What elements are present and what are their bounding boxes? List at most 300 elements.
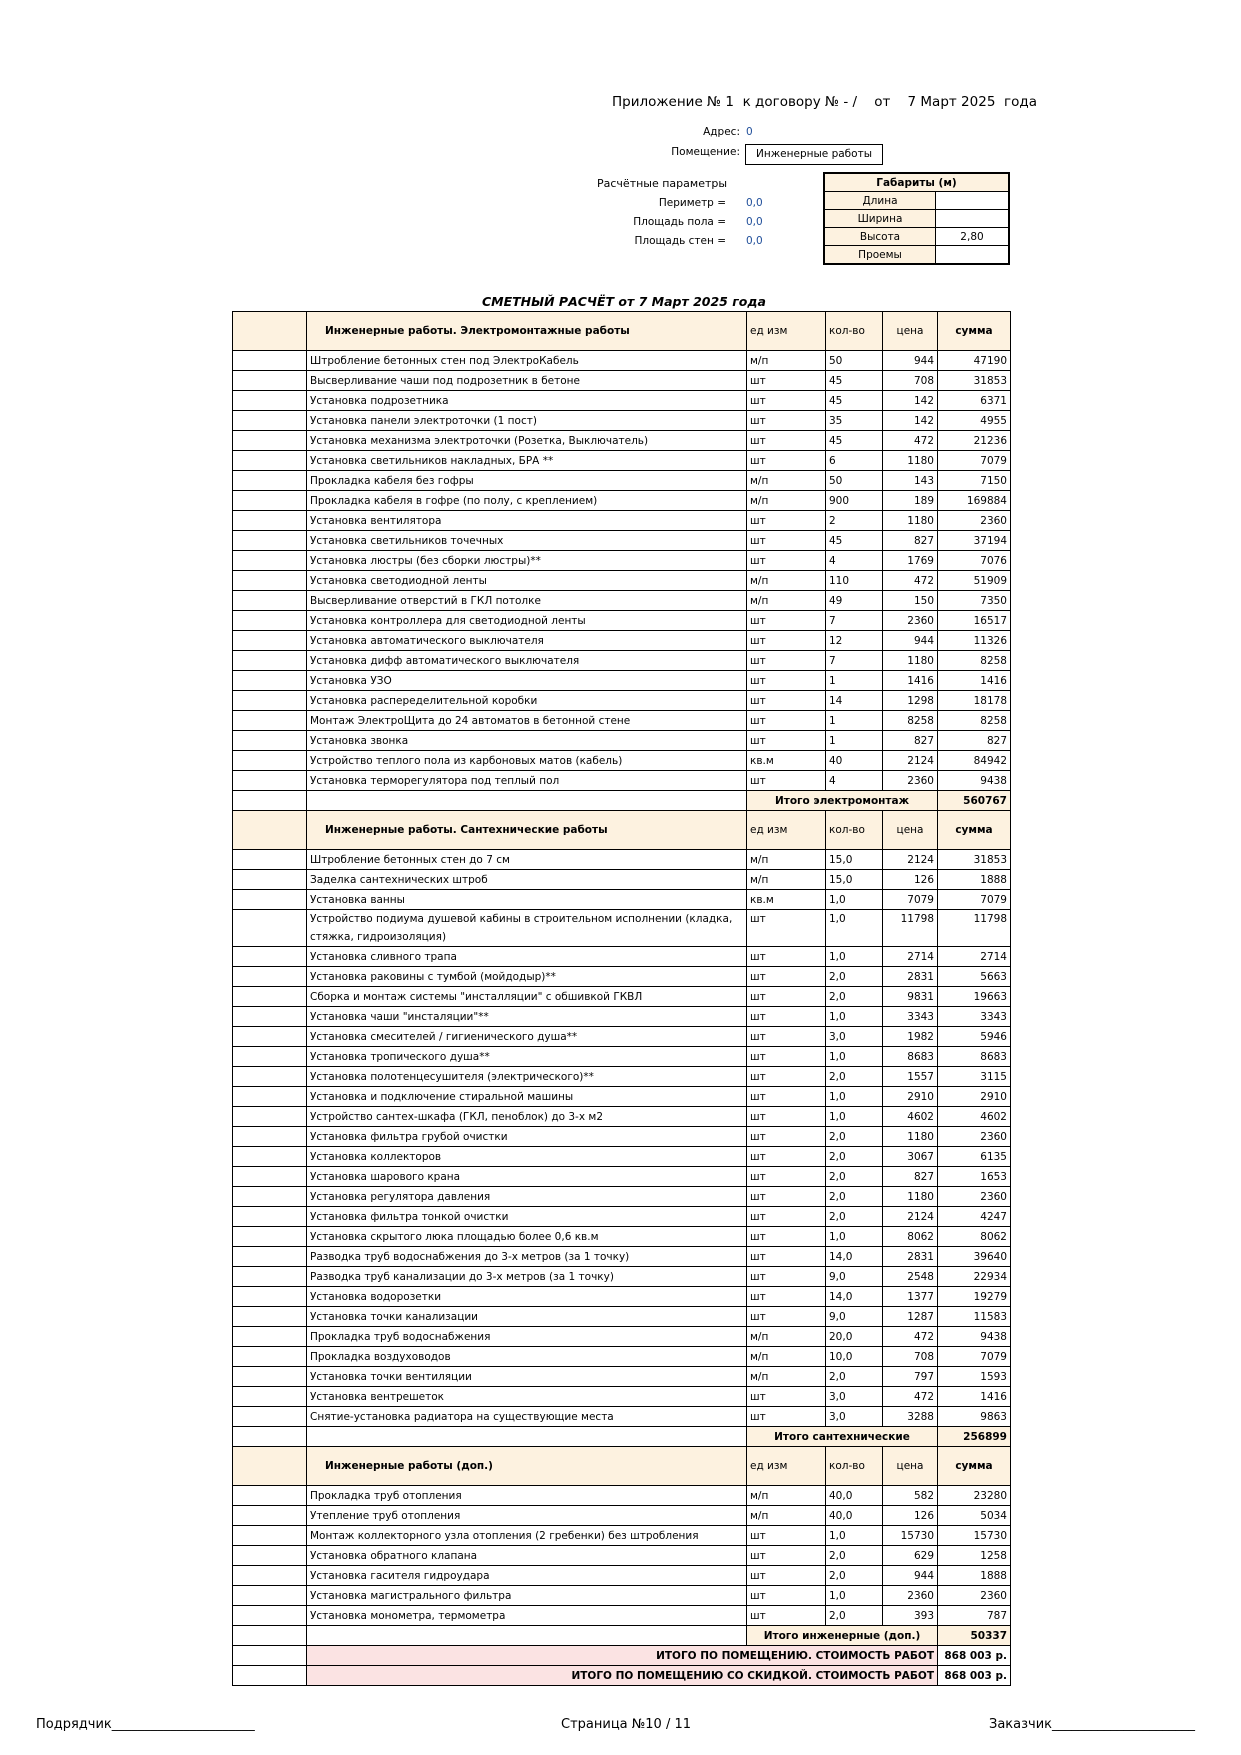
work-sum: 31853	[938, 371, 1011, 391]
work-qty: 45	[826, 391, 883, 411]
table-row	[233, 1107, 1011, 1127]
grand-total-value: 868 003 р.	[938, 1646, 1011, 1666]
work-name: Утепление труб отопления	[307, 1506, 747, 1526]
work-sum: 2910	[938, 1087, 1011, 1107]
work-name: Установка автоматического выключателя	[307, 631, 747, 651]
col-unit-header: ед изм	[747, 1447, 826, 1486]
col-price-header: цена	[883, 811, 938, 850]
work-price: 1982	[883, 1027, 938, 1047]
work-sum: 9438	[938, 771, 1011, 791]
work-price: 143	[883, 471, 938, 491]
table-row	[233, 671, 1011, 691]
work-price: 15730	[883, 1526, 938, 1546]
table-row	[233, 1167, 1011, 1187]
work-sum: 169884	[938, 491, 1011, 511]
work-unit: кв.м	[747, 890, 826, 910]
table-row	[233, 1247, 1011, 1267]
work-price: 3288	[883, 1407, 938, 1427]
row-spacer	[233, 711, 307, 731]
table-row	[233, 591, 1011, 611]
work-sum: 19279	[938, 1287, 1011, 1307]
work-unit: шт	[747, 1127, 826, 1147]
floor-area-value: 0,0	[746, 216, 763, 228]
work-unit: шт	[747, 1307, 826, 1327]
work-name: Штробление бетонных стен под ЭлектроКабель	[307, 351, 747, 371]
dim-height-value[interactable]: 2,80	[936, 228, 1010, 246]
work-price: 629	[883, 1546, 938, 1566]
work-qty: 1	[826, 711, 883, 731]
row-spacer	[233, 1407, 307, 1427]
estimate-table	[232, 311, 1011, 1686]
work-price: 8258	[883, 711, 938, 731]
dim-width-label: Ширина	[824, 210, 936, 228]
work-name: Установка УЗО	[307, 671, 747, 691]
row-spacer	[233, 1486, 307, 1506]
work-unit: м/п	[747, 1347, 826, 1367]
work-qty: 1,0	[826, 1047, 883, 1067]
grand-total-label: ИТОГО ПО ПОМЕЩЕНИЮ СО СКИДКОЙ. СТОИМОСТЬ РАБОТ	[307, 1666, 938, 1686]
work-name: Установка светильников точечных	[307, 531, 747, 551]
work-name: Монтаж ЭлектроЩита до 24 автоматов в бетонной стене	[307, 711, 747, 731]
table-row	[233, 371, 1011, 391]
work-unit: шт	[747, 1167, 826, 1187]
work-price: 126	[883, 1506, 938, 1526]
work-price: 8683	[883, 1047, 938, 1067]
work-price: 1180	[883, 511, 938, 531]
work-price: 2714	[883, 947, 938, 967]
row-spacer	[233, 890, 307, 910]
work-price: 2548	[883, 1267, 938, 1287]
work-qty: 35	[826, 411, 883, 431]
work-unit: м/п	[747, 571, 826, 591]
row-spacer	[233, 1586, 307, 1606]
work-name: Установка монометра, термометра	[307, 1606, 747, 1626]
table-row	[233, 751, 1011, 771]
work-qty: 9,0	[826, 1307, 883, 1327]
appendix-header	[612, 94, 1037, 110]
work-price: 1557	[883, 1067, 938, 1087]
premise-value: Инженерные работы	[745, 144, 883, 165]
section-header	[233, 811, 1011, 850]
work-price: 2910	[883, 1087, 938, 1107]
dim-length-label: Длина	[824, 192, 936, 210]
work-price: 797	[883, 1367, 938, 1387]
table-row	[233, 1566, 1011, 1586]
work-name: Установка гасителя гидроудара	[307, 1566, 747, 1586]
wall-area-value: 0,0	[746, 235, 763, 247]
work-name: Разводка труб водоснабжения до 3-х метров (за 1 точку)	[307, 1247, 747, 1267]
work-qty: 2,0	[826, 967, 883, 987]
table-row	[233, 1267, 1011, 1287]
work-sum: 11326	[938, 631, 1011, 651]
dim-openings-value[interactable]	[936, 246, 1010, 265]
work-qty: 1	[826, 731, 883, 751]
work-unit: м/п	[747, 870, 826, 890]
col-qty-header: кол-во	[826, 1447, 883, 1486]
work-unit: шт	[747, 1606, 826, 1626]
work-sum: 1593	[938, 1367, 1011, 1387]
address-value: 0	[746, 126, 753, 138]
table-row	[233, 1007, 1011, 1027]
work-name: Прокладка кабеля в гофре (по полу, с креплением)	[307, 491, 747, 511]
work-qty: 40,0	[826, 1506, 883, 1526]
work-unit: м/п	[747, 351, 826, 371]
work-price: 150	[883, 591, 938, 611]
work-price: 7079	[883, 890, 938, 910]
work-unit: шт	[747, 551, 826, 571]
work-sum: 23280	[938, 1486, 1011, 1506]
work-qty: 1,0	[826, 1087, 883, 1107]
work-price: 8062	[883, 1227, 938, 1247]
work-qty: 49	[826, 591, 883, 611]
work-price: 708	[883, 1347, 938, 1367]
row-spacer	[233, 1047, 307, 1067]
work-unit: м/п	[747, 1486, 826, 1506]
table-row	[233, 631, 1011, 651]
work-qty: 1,0	[826, 947, 883, 967]
work-sum: 11583	[938, 1307, 1011, 1327]
work-sum: 18178	[938, 691, 1011, 711]
row-spacer	[233, 1506, 307, 1526]
section-spacer	[233, 312, 307, 351]
work-qty: 2,0	[826, 1127, 883, 1147]
work-sum: 2360	[938, 511, 1011, 531]
work-qty: 1,0	[826, 890, 883, 910]
work-unit: шт	[747, 1067, 826, 1087]
work-qty: 900	[826, 491, 883, 511]
table-row	[233, 1327, 1011, 1347]
grand-total-label: ИТОГО ПО ПОМЕЩЕНИЮ. СТОИМОСТЬ РАБОТ	[307, 1646, 938, 1666]
contractor-signature: Подрядчик______________________	[36, 1717, 255, 1732]
work-name: Установка раковины с тумбой (мойдодыр)**	[307, 967, 747, 987]
work-sum: 8683	[938, 1047, 1011, 1067]
work-unit: шт	[747, 651, 826, 671]
row-spacer	[233, 1287, 307, 1307]
row-spacer	[233, 591, 307, 611]
work-sum: 47190	[938, 351, 1011, 371]
grand-total-row	[233, 1646, 1011, 1666]
work-sum: 7079	[938, 890, 1011, 910]
work-unit: шт	[747, 1387, 826, 1407]
estimate-title: СМЕТНЫЙ РАСЧЁТ от 7 Март 2025 года	[482, 294, 766, 309]
work-name: Установка вентрешеток	[307, 1387, 747, 1407]
work-price: 1180	[883, 651, 938, 671]
premise-label: Помещение:	[671, 146, 740, 158]
work-qty: 2,0	[826, 1067, 883, 1087]
table-row	[233, 1307, 1011, 1327]
work-sum: 7079	[938, 1347, 1011, 1367]
work-unit: шт	[747, 1107, 826, 1127]
work-sum: 787	[938, 1606, 1011, 1626]
work-qty: 45	[826, 431, 883, 451]
section-total-value: 256899	[938, 1427, 1011, 1447]
work-name: Прокладка труб отопления	[307, 1486, 747, 1506]
work-sum: 9863	[938, 1407, 1011, 1427]
work-unit: шт	[747, 451, 826, 471]
work-price: 11798	[883, 910, 938, 947]
work-unit: шт	[747, 1027, 826, 1047]
work-name: Сборка и монтаж системы "инсталляции" с обшивкой ГКВЛ	[307, 987, 747, 1007]
work-price: 1769	[883, 551, 938, 571]
table-row	[233, 551, 1011, 571]
work-sum: 2714	[938, 947, 1011, 967]
work-unit: м/п	[747, 491, 826, 511]
page-number: Страница №10 / 11	[561, 1717, 692, 1732]
table-row	[233, 511, 1011, 531]
table-row	[233, 1047, 1011, 1067]
work-sum: 2360	[938, 1187, 1011, 1207]
dim-width-value[interactable]	[936, 210, 1010, 228]
work-price: 126	[883, 870, 938, 890]
work-unit: шт	[747, 1047, 826, 1067]
row-spacer	[233, 1347, 307, 1367]
work-sum: 51909	[938, 571, 1011, 591]
row-spacer	[233, 1267, 307, 1287]
row-spacer	[233, 947, 307, 967]
col-unit-header: ед изм	[747, 811, 826, 850]
work-qty: 110	[826, 571, 883, 591]
work-price: 2831	[883, 967, 938, 987]
work-qty: 50	[826, 471, 883, 491]
work-qty: 2,0	[826, 1167, 883, 1187]
row-spacer	[233, 371, 307, 391]
work-name: Установка магистрального фильтра	[307, 1586, 747, 1606]
row-spacer	[233, 511, 307, 531]
work-name: Прокладка кабеля без гофры	[307, 471, 747, 491]
work-price: 3067	[883, 1147, 938, 1167]
work-name: Установка шарового крана	[307, 1167, 747, 1187]
row-spacer	[233, 987, 307, 1007]
dim-length-value[interactable]	[936, 192, 1010, 210]
work-sum: 827	[938, 731, 1011, 751]
work-unit: шт	[747, 1227, 826, 1247]
dimensions-title: Габариты (м)	[824, 173, 1009, 192]
section-total-row	[233, 791, 1011, 811]
table-row	[233, 571, 1011, 591]
row-spacer	[233, 791, 307, 811]
row-spacer	[233, 1027, 307, 1047]
table-row	[233, 1187, 1011, 1207]
work-unit: шт	[747, 691, 826, 711]
table-row	[233, 1486, 1011, 1506]
work-unit: шт	[747, 1147, 826, 1167]
table-row	[233, 1586, 1011, 1606]
table-row	[233, 491, 1011, 511]
row-spacer	[307, 1427, 747, 1447]
row-spacer	[307, 791, 747, 811]
row-spacer	[233, 1167, 307, 1187]
table-row	[233, 351, 1011, 371]
work-sum: 1258	[938, 1546, 1011, 1566]
work-unit: м/п	[747, 1506, 826, 1526]
work-sum: 3115	[938, 1067, 1011, 1087]
work-name: Заделка сантехнических штроб	[307, 870, 747, 890]
table-row	[233, 850, 1011, 870]
work-sum: 1416	[938, 671, 1011, 691]
work-sum: 15730	[938, 1526, 1011, 1546]
work-price: 1287	[883, 1307, 938, 1327]
work-qty: 2,0	[826, 1187, 883, 1207]
work-qty: 20,0	[826, 1327, 883, 1347]
work-unit: шт	[747, 731, 826, 751]
work-price: 2124	[883, 1207, 938, 1227]
work-price: 1180	[883, 1127, 938, 1147]
row-spacer	[233, 391, 307, 411]
work-sum: 7350	[938, 591, 1011, 611]
work-name: Установка коллекторов	[307, 1147, 747, 1167]
grand-total-row	[233, 1666, 1011, 1686]
work-unit: шт	[747, 1267, 826, 1287]
table-row	[233, 411, 1011, 431]
work-unit: кв.м	[747, 751, 826, 771]
work-sum: 9438	[938, 1327, 1011, 1347]
work-qty: 2	[826, 511, 883, 531]
row-spacer	[233, 1307, 307, 1327]
table-row	[233, 731, 1011, 751]
appendix-label: Приложение № 1	[612, 94, 734, 110]
work-unit: шт	[747, 947, 826, 967]
customer-signature: Заказчик______________________	[989, 1717, 1196, 1732]
work-price: 2124	[883, 850, 938, 870]
work-name: Установка чаши "инсталяции"**	[307, 1007, 747, 1027]
work-name: Прокладка труб водоснабжения	[307, 1327, 747, 1347]
table-row	[233, 431, 1011, 451]
row-spacer	[233, 431, 307, 451]
work-name: Штробление бетонных стен до 7 см	[307, 850, 747, 870]
work-sum: 37194	[938, 531, 1011, 551]
work-unit: шт	[747, 771, 826, 791]
work-name: Высверливание отверстий в ГКЛ потолке	[307, 591, 747, 611]
work-price: 2360	[883, 771, 938, 791]
work-unit: шт	[747, 1287, 826, 1307]
work-qty: 1	[826, 671, 883, 691]
work-qty: 15,0	[826, 870, 883, 890]
work-name: Снятие-установка радиатора на существующие места	[307, 1407, 747, 1427]
work-name: Установка полотенцесушителя (электрического)**	[307, 1067, 747, 1087]
table-row	[233, 651, 1011, 671]
section-header	[233, 1447, 1011, 1486]
work-price: 582	[883, 1486, 938, 1506]
table-row	[233, 1147, 1011, 1167]
table-row	[233, 1506, 1011, 1526]
table-row	[233, 611, 1011, 631]
table-row	[233, 1367, 1011, 1387]
work-qty: 2,0	[826, 1207, 883, 1227]
row-spacer	[233, 1147, 307, 1167]
table-row	[233, 890, 1011, 910]
work-name: Установка подрозетника	[307, 391, 747, 411]
row-spacer	[307, 1626, 747, 1646]
work-qty: 4	[826, 551, 883, 571]
row-spacer	[233, 1007, 307, 1027]
table-row	[233, 391, 1011, 411]
row-spacer	[233, 1067, 307, 1087]
work-name: Установка механизма электроточки (Розетка, Выключатель)	[307, 431, 747, 451]
col-sum-header: сумма	[938, 811, 1011, 850]
contract-label: к договору № - /	[742, 94, 858, 110]
params-title: Расчётные параметры	[597, 177, 728, 190]
work-qty: 1,0	[826, 1227, 883, 1247]
work-qty: 45	[826, 531, 883, 551]
work-qty: 2,0	[826, 1546, 883, 1566]
work-sum: 6135	[938, 1147, 1011, 1167]
work-qty: 1,0	[826, 1586, 883, 1606]
work-qty: 40	[826, 751, 883, 771]
work-sum: 1653	[938, 1167, 1011, 1187]
table-row	[233, 471, 1011, 491]
grand-total-value: 868 003 р.	[938, 1666, 1011, 1686]
work-unit: шт	[747, 511, 826, 531]
work-unit: шт	[747, 967, 826, 987]
work-unit: м/п	[747, 1327, 826, 1347]
work-price: 472	[883, 1327, 938, 1347]
row-spacer	[233, 751, 307, 771]
table-row	[233, 451, 1011, 471]
work-qty: 50	[826, 351, 883, 371]
row-spacer	[233, 1327, 307, 1347]
work-sum: 19663	[938, 987, 1011, 1007]
table-row	[233, 1227, 1011, 1247]
work-unit: шт	[747, 371, 826, 391]
col-price-header: цена	[883, 1447, 938, 1486]
work-price: 472	[883, 1387, 938, 1407]
work-unit: шт	[747, 631, 826, 651]
section-title: Инженерные работы. Электромонтажные работы	[307, 312, 747, 351]
table-row	[233, 910, 1011, 947]
work-name: Установка дифф автоматического выключателя	[307, 651, 747, 671]
work-price: 2124	[883, 751, 938, 771]
row-spacer	[233, 910, 307, 947]
work-unit: шт	[747, 1247, 826, 1267]
from-label: от	[874, 94, 891, 110]
work-unit: шт	[747, 711, 826, 731]
row-spacer	[233, 1087, 307, 1107]
dimensions-table	[823, 172, 1010, 265]
table-row	[233, 967, 1011, 987]
row-spacer	[233, 611, 307, 631]
table-row	[233, 1606, 1011, 1626]
work-unit: м/п	[747, 471, 826, 491]
work-price: 393	[883, 1606, 938, 1626]
table-row	[233, 1087, 1011, 1107]
work-name: Установка распеределительной коробки	[307, 691, 747, 711]
work-sum: 2360	[938, 1586, 1011, 1606]
wall-area-label: Площадь стен =	[634, 235, 726, 247]
work-name: Установка светодиодной ленты	[307, 571, 747, 591]
work-name: Установка водорозетки	[307, 1287, 747, 1307]
work-name: Установка точки канализации	[307, 1307, 747, 1327]
work-sum: 3343	[938, 1007, 1011, 1027]
work-sum: 22934	[938, 1267, 1011, 1287]
work-sum: 31853	[938, 850, 1011, 870]
work-name: Установка звонка	[307, 731, 747, 751]
work-sum: 39640	[938, 1247, 1011, 1267]
section-total-row	[233, 1427, 1011, 1447]
col-sum-header: сумма	[938, 1447, 1011, 1486]
row-spacer	[233, 1127, 307, 1147]
table-row	[233, 1027, 1011, 1047]
table-row	[233, 691, 1011, 711]
work-qty: 2,0	[826, 1566, 883, 1586]
table-row	[233, 1287, 1011, 1307]
row-spacer	[233, 1427, 307, 1447]
row-spacer	[233, 771, 307, 791]
work-unit: шт	[747, 1207, 826, 1227]
work-unit: шт	[747, 1586, 826, 1606]
work-sum: 2360	[938, 1127, 1011, 1147]
row-spacer	[233, 471, 307, 491]
section-header	[233, 312, 1011, 351]
